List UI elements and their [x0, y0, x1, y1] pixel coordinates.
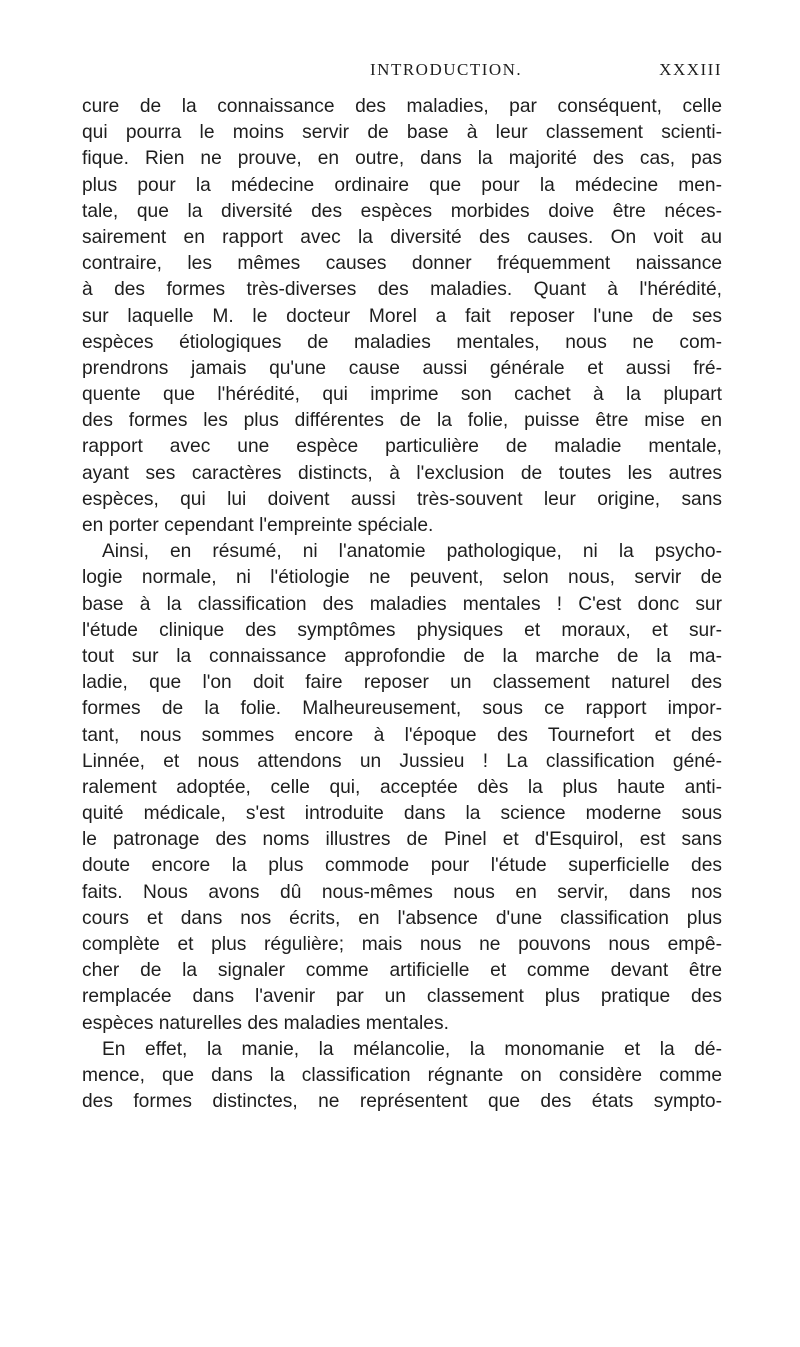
chapter-title: INTRODUCTION. — [370, 60, 523, 79]
text-line: faits. Nous avons dû nous-mêmes nous en servir, dans nos — [82, 881, 722, 903]
text-line: à des formes très-diverses des maladies. Quant à l'hérédité, — [82, 279, 722, 301]
text-line: ayant ses caractères distincts, à l'exclusion de toutes les autres — [82, 462, 722, 484]
text-line: formes de la folie. Malheureusement, sous ce rapport impor- — [82, 698, 722, 720]
text-line: prendrons jamais qu'une cause aussi générale et aussi fré- — [82, 357, 722, 379]
body-text — [82, 94, 722, 1115]
text-line: complète et plus régulière; mais nous ne pouvons nous empê- — [82, 934, 722, 955]
text-line: tale, que la diversité des espèces morbides doive être néces- — [82, 200, 722, 222]
running-head — [82, 60, 722, 84]
paragraph-end-line: espèces naturelles des maladies mentales. — [82, 1012, 449, 1034]
text-line: quente que l'hérédité, qui imprime son cachet à la plupart — [82, 384, 722, 406]
page-number: XXXIII — [659, 60, 722, 79]
text-line: des formes les plus différentes de la folie, puisse être mise en — [82, 410, 722, 432]
text-line: Linnée, et nous attendons un Jussieu ! La classification géné- — [82, 750, 722, 772]
text-line: quité médicale, s'est introduite dans la science moderne sous — [82, 803, 722, 825]
text-line: base à la classification des maladies mentales ! C'est donc sur — [82, 593, 722, 615]
text-line: cours et dans nos écrits, en l'absence d'une classification plus — [82, 907, 722, 929]
text-line: espèces étiologiques de maladies mentales, nous ne com- — [82, 331, 722, 353]
text-line: fique. Rien ne prouve, en outre, dans la majorité des cas, pas — [82, 148, 722, 170]
text-line: rapport avec une espèce particulière de maladie mentale, — [82, 436, 722, 458]
text-line: cher de la signaler comme artificielle et comme devant être — [82, 960, 722, 982]
text-line: sur laquelle M. le docteur Morel a fait reposer l'une de ses — [82, 305, 722, 327]
text-line: espèces, qui lui doivent aussi très-souvent leur origine, sans — [82, 488, 722, 510]
text-line: cure de la connaissance des maladies, par conséquent, celle — [82, 96, 722, 117]
text-line: logie normale, ni l'étiologie ne peuvent, selon nous, servir de — [82, 567, 722, 589]
text-line: ladie, que l'on doit faire reposer un classement naturel des — [82, 672, 722, 694]
text-line: tout sur la connaissance approfondie de la marche de la ma- — [82, 645, 722, 667]
text-line: tant, nous sommes encore à l'époque des Tournefort et des — [82, 724, 722, 746]
text-line: l'étude clinique des symptômes physiques et moraux, et sur- — [82, 619, 722, 641]
paragraph-start-line: Ainsi, en résumé, ni l'anatomie pathologique, ni la psycho- — [102, 541, 722, 563]
text-line: le patronage des noms illustres de Pinel et d'Esquirol, est sans — [82, 829, 722, 851]
text-line: ralement adoptée, celle qui, acceptée dès la plus haute anti- — [82, 776, 722, 798]
text-line: sairement en rapport avec la diversité des causes. On voit au — [82, 226, 722, 248]
text-line: des formes distinctes, ne représentent que des états sympto- — [82, 1091, 722, 1113]
text-line: mence, que dans la classification régnante on considère comme — [82, 1064, 722, 1086]
text-line: doute encore la plus commode pour l'étude superficielle des — [82, 855, 722, 877]
text-line: qui pourra le moins servir de base à leur classement scienti- — [82, 122, 722, 144]
text-line: remplacée dans l'avenir par un classement plus pratique des — [82, 986, 722, 1008]
text-line: plus pour la médecine ordinaire que pour la médecine men- — [82, 174, 722, 196]
paragraph-start-line: En effet, la manie, la mélancolie, la monomanie et la dé- — [102, 1038, 722, 1060]
paragraph-end-line: en porter cependant l'empreinte spéciale. — [82, 515, 434, 536]
text-line: contraire, les mêmes causes donner fréquemment naissance — [82, 253, 722, 275]
